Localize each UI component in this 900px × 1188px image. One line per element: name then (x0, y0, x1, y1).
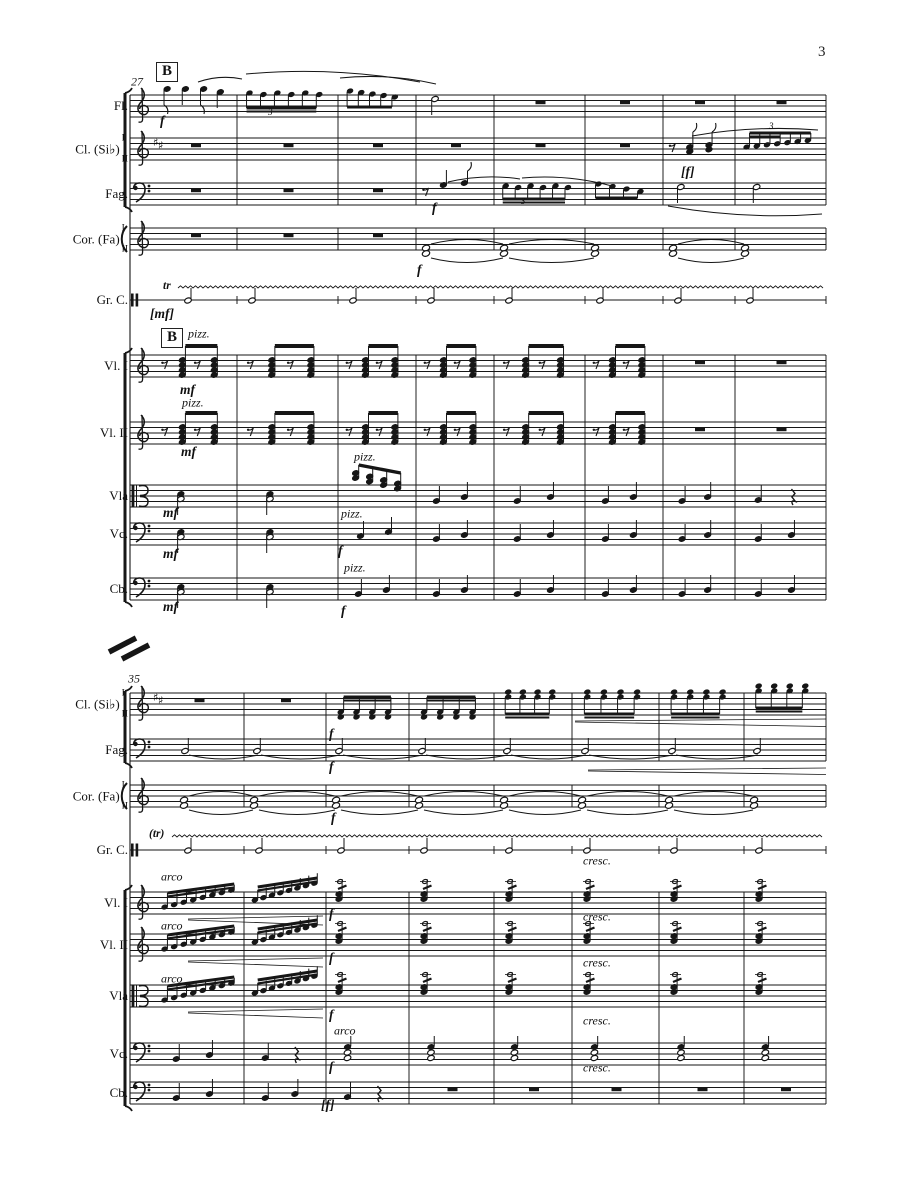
system-break-divider (109, 638, 149, 659)
triplet-marking: 3 (769, 121, 774, 131)
dynamic-marking: f (160, 113, 165, 128)
dynamic-marking: mf (163, 599, 178, 614)
expression-marking: cresc. (583, 955, 611, 970)
dynamic-marking: f (417, 262, 422, 277)
trill-marking: (tr) (149, 828, 165, 840)
staff-label-text: Fl. (113, 98, 128, 113)
staff-label-text: Vla (109, 488, 128, 503)
staff-sub-label: II (121, 801, 128, 812)
dynamic-marking: [f] (681, 164, 695, 179)
expression-marking: cresc. (583, 1013, 611, 1028)
dynamic-marking: f (331, 810, 336, 825)
staff-label-text: Cl. (Si♭) (75, 696, 120, 711)
staff-label-text: Fag. (105, 742, 128, 757)
staff-label-text: Vl. I (104, 358, 128, 373)
dynamic-marking: f (338, 543, 343, 558)
expression-marking: arco (161, 918, 183, 933)
page-number: 3 (818, 44, 826, 60)
staff-label-text: Vc. (109, 526, 128, 541)
staff-label-text: Cor. (Fa) (72, 231, 120, 246)
measure-number: 35 (128, 671, 140, 686)
staff-label-text: Vla (109, 988, 128, 1003)
triplet-marking: 3 (268, 107, 273, 117)
triplet-marking: 3 (521, 196, 526, 206)
dynamic-marking: f (341, 603, 346, 618)
staff-label-text: Cor. (Fa) (72, 788, 120, 803)
staff-label-text: Cb. (109, 581, 128, 596)
dynamic-marking: f (329, 950, 334, 965)
expression-marking: cresc. (583, 853, 611, 868)
expression-marking: arco (161, 971, 183, 986)
staff-label-text: Cl. (Si♭) (75, 141, 120, 156)
expression-marking: pizz. (354, 449, 376, 464)
dynamic-marking: [f] (321, 1097, 335, 1112)
dynamic-marking: f (329, 1007, 334, 1022)
expression-marking: cresc. (583, 1060, 611, 1075)
staff-sub-label: I (121, 223, 125, 234)
expression-marking: pizz. (344, 560, 366, 575)
staff-label-text: Gr. C. (96, 292, 128, 307)
expression-marking: pizz. (182, 395, 204, 410)
staff-sub-label: I (121, 133, 125, 144)
expression-marking: pizz. (341, 506, 363, 521)
expression-marking: arco (161, 869, 183, 884)
staff-label-text: Fag. (105, 186, 128, 201)
dynamic-marking: f (329, 759, 334, 774)
dynamic-marking: [mf] (150, 306, 174, 321)
svg-text:♯: ♯ (158, 694, 164, 708)
dynamic-marking: mf (163, 546, 178, 561)
svg-text:♯: ♯ (153, 136, 159, 149)
svg-text:♯: ♯ (153, 691, 159, 704)
staff-sub-label: I (121, 780, 125, 791)
rehearsal-mark: B (161, 328, 183, 348)
dynamic-marking: f (329, 906, 334, 921)
expression-marking: cresc. (583, 909, 611, 924)
staff-label-text: Vl. II (99, 425, 128, 440)
trill-marking: tr (163, 280, 171, 292)
svg-text:♯: ♯ (158, 139, 164, 153)
staff-sub-label: II (121, 244, 128, 255)
staff-sub-label: II (121, 154, 128, 165)
staff-sub-label: I (121, 688, 125, 699)
dynamic-marking: f (329, 1059, 334, 1074)
rehearsal-mark: B (156, 62, 178, 82)
expression-marking: pizz. (188, 326, 210, 341)
measure-number: 27 (131, 74, 143, 89)
staff-sub-label: II (121, 709, 128, 720)
dynamic-marking: f (329, 726, 334, 741)
dynamic-marking: mf (181, 444, 196, 459)
staff-label-text: Vc. (109, 1046, 128, 1061)
staff-label-text: Vl. I (104, 895, 128, 910)
dynamic-marking: f (432, 200, 437, 215)
staff-label-text: Vl. II (99, 937, 128, 952)
expression-marking: arco (334, 1023, 356, 1038)
staff-label-text: Cb. (109, 1085, 128, 1100)
staff-label-text: Gr. C. (96, 842, 128, 857)
dynamic-marking: mf (180, 382, 195, 397)
dynamic-marking: mf (163, 505, 178, 520)
